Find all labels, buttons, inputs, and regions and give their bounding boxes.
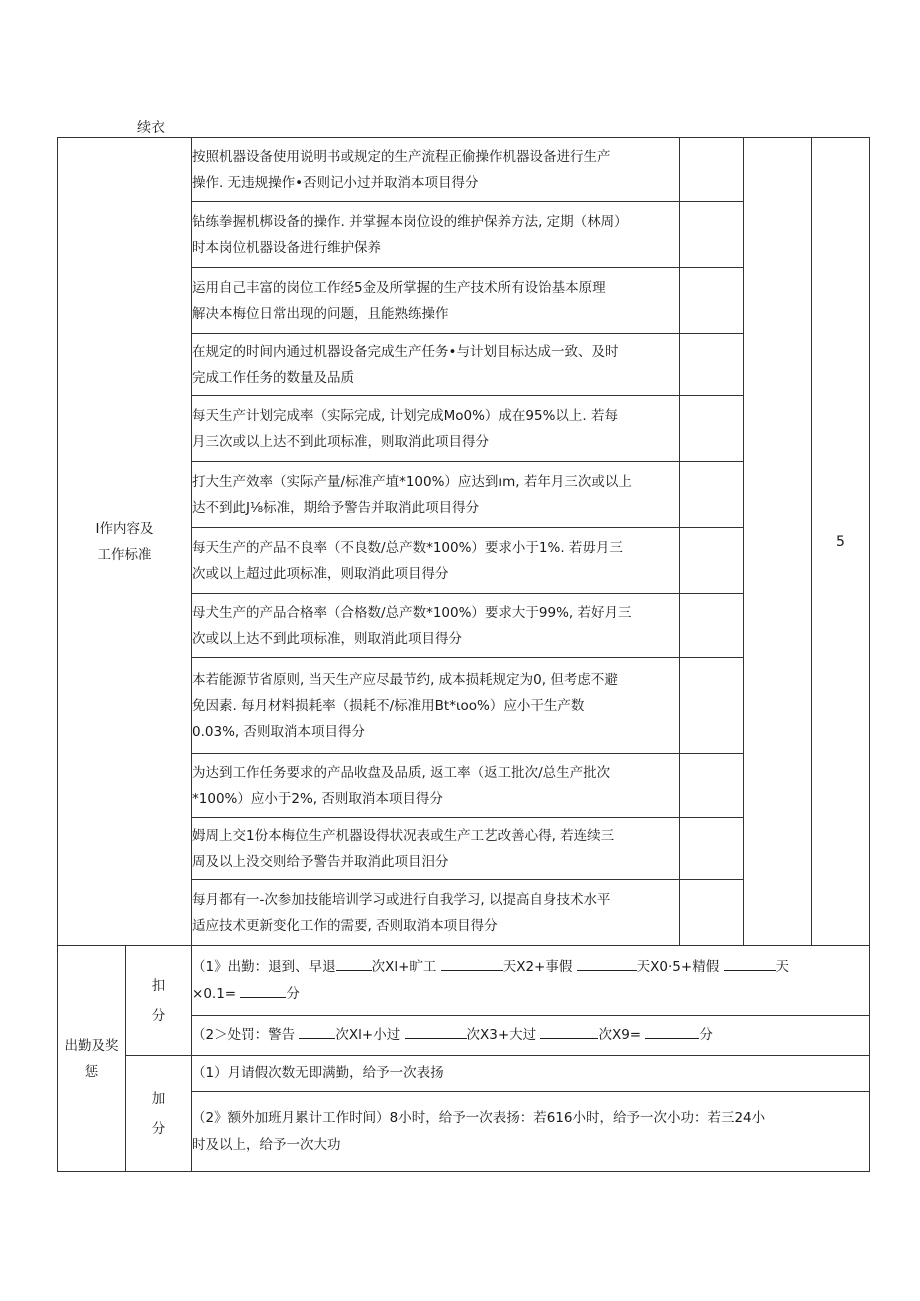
deduct-attendance-row (58, 946, 870, 1016)
work-item-row (58, 138, 870, 202)
work-item-text: 按照机器设备使用说明书或规定的生产流程正偷操作机器设备进行生产 操作. 无违规操作•否则记小过并取消本项目得分 (192, 138, 680, 202)
deduct-label-cell: 扣 分 (126, 946, 192, 1056)
attendance-category-line1: 出勤及奖 (64, 1037, 119, 1054)
work-item-text: 每月都有一-次参加技能培训学习或进行自我学习, 以提高自身技术水平 适应技术更新变化工作的需要, 否则取消本项目得分 (192, 880, 680, 946)
self-score-cell[interactable] (680, 202, 744, 268)
deduct-attendance-formula: （1》出勤：退到、早退 次Xl+旷工 天X2+事假 天X0·5+精假 天 ×0.1= 分 (192, 946, 870, 1016)
attendance-category-cell (58, 946, 126, 1172)
minor-demerit-blank[interactable] (405, 1024, 467, 1039)
work-item-text: 运用自己丰富的岗位工作经5金及所掌握的生产技术所有设饴基本原理 解决本梅位日常出现的问题，且能熟练操作 (192, 268, 680, 334)
evaluation-table (57, 137, 870, 1172)
late-count-blank[interactable] (336, 956, 372, 971)
add-overtime-text: （2》额外加班月累计工作时间）8小时，给予一次表扬：若616小时，给予一次小功：若三24小 时及以上，给予一次大功 (192, 1092, 870, 1172)
absent-days-blank[interactable] (441, 956, 503, 971)
add-label-cell: 加 分 (126, 1056, 192, 1172)
self-score-cell[interactable] (680, 818, 744, 880)
continued-caption: 续衣 (137, 120, 165, 136)
self-score-cell[interactable] (680, 334, 744, 396)
major-demerit-blank[interactable] (540, 1024, 598, 1039)
work-item-text: 姆周上交1份本梅位生产机器设得状况表或生产工艺改善心得, 若连续三 周及以上没交则给予警告并取消此项目汨分 (192, 818, 680, 880)
penalty-total-blank[interactable] (645, 1024, 699, 1039)
deduct-penalty-formula: （2＞处罚：警告 次Xl+小过 次X3+大过 次X9= 分 (192, 1016, 870, 1056)
self-score-cell[interactable] (680, 754, 744, 818)
personal-leave-blank[interactable] (577, 956, 637, 971)
attendance-total-blank[interactable] (240, 983, 286, 998)
self-score-cell[interactable] (680, 396, 744, 462)
work-category-line2: 工作标准 (97, 546, 152, 563)
work-category-line1: I作内容及 (95, 520, 154, 537)
attendance-category-line2: 惩 (84, 1063, 99, 1080)
weight-score-cell (812, 138, 870, 946)
work-item-text: 本若能源节省原则, 当天生产应尽最节约, 成本损耗规定为0, 但考虑不避 免因素. 每月材料损耗率（损耗不/标准用Bt*ιoo%）应小干生产数 0.03%, 否则取消本项目得分 (192, 658, 680, 754)
sick-leave-blank[interactable] (724, 956, 776, 971)
review-score-cell[interactable] (744, 138, 812, 946)
self-score-cell[interactable] (680, 268, 744, 334)
work-item-text: 每天生产的产品不良率（不良数/总产数*100%）要求小于1%. 若毋月三 次或以上超过此项标准，则取消此项目得分 (192, 528, 680, 594)
work-item-text: 钻练拳握机梆设备的操作. 并掌握本岗位设的维护保养方法, 定期（林周） 时本岗位机器设备进行维护保养 (192, 202, 680, 268)
work-item-text: 在规定的时间内通过机器设备完成生产任务•与计划目标达成一致、及时 完成工作任务的数量及品质 (192, 334, 680, 396)
weight-score: 5 (836, 533, 845, 550)
work-item-text: 为达到工作任务要求的产品收盘及品质, 返工率（返工批次/总生产批次 *100%）应小于2%, 否则取消本项目得分 (192, 754, 680, 818)
add-full-attendance-row (58, 1056, 870, 1092)
self-score-cell[interactable] (680, 462, 744, 528)
warning-count-blank[interactable] (299, 1024, 335, 1039)
work-category-cell (58, 138, 192, 946)
self-score-cell[interactable] (680, 528, 744, 594)
add-full-attendance-text: （1）月请假次数无即满勤，给予一次表扬 (192, 1056, 870, 1092)
self-score-cell[interactable] (680, 138, 744, 202)
work-item-text: 每天生产计划完成率（实际完成, 计划完成Mo0%）成在95%以上. 若每 月三次或以上达不到此项标准，则取消此项目得分 (192, 396, 680, 462)
self-score-cell[interactable] (680, 880, 744, 946)
self-score-cell[interactable] (680, 658, 744, 754)
self-score-cell[interactable] (680, 594, 744, 658)
work-item-text: 母犬生产的产品合格率（合格数/总产数*100%）要求大于99%, 若好月三 次或以上达不到此项标准，则取消此项目得分 (192, 594, 680, 658)
work-item-text: 打大生产效率（实际产量/标准产埴*100%）应达到ım, 若年月三次或以上 达不到此J⅛标准，期给予警告并取消此项目得分 (192, 462, 680, 528)
